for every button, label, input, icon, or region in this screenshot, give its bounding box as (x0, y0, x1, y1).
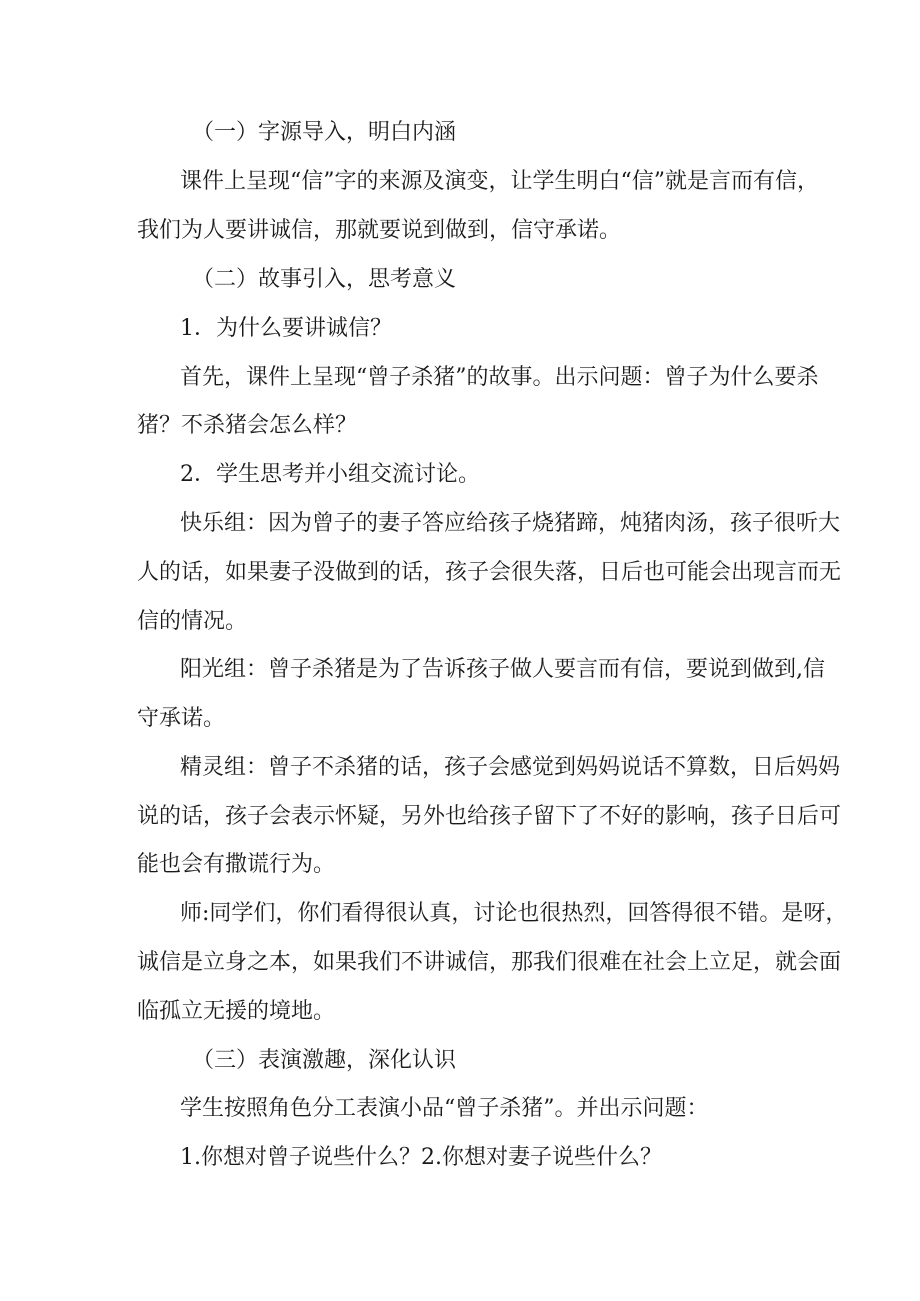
paragraph-line: 我们为人要讲诚信，那就要说到做到，信守承诺。 (137, 218, 622, 243)
paragraph-line: 说的话，孩子会表示怀疑，另外也给孩子留下了不好的影响，孩子日后可 (137, 804, 842, 829)
paragraph-line: 临孤立无援的境地。 (137, 999, 336, 1024)
section-heading-3: （三）表演激趣，深化认识 (192, 1048, 457, 1073)
paragraph-line: 能也会有撒谎行为。 (137, 852, 336, 877)
list-item: 2．学生思考并小组交流讨论。 (180, 462, 480, 487)
paragraph-line: 阳光组：曾子杀猪是为了告诉孩子做人要言而有信，要说到做到,信 (180, 657, 825, 682)
paragraph-line: 首先，课件上呈现“曾子杀猪”的故事。出示问题：曾子为什么要杀 (180, 365, 819, 390)
paragraph-line: 学生按照角色分工表演小品“曾子杀猪”。并出示问题： (180, 1096, 709, 1121)
paragraph-line: 快乐组：因为曾子的妻子答应给孩子烧猪蹄，炖猪肉汤，孩子很听大 (180, 511, 841, 536)
paragraph-line: 猪？不杀猪会怎么样？ (137, 413, 358, 438)
paragraph-line: 诚信是立身之本，如果我们不讲诚信，那我们很难在社会上立足，就会面 (137, 950, 842, 975)
section-heading-1: （一）字源导入，明白内涵 (192, 120, 457, 145)
list-item: 1．为什么要讲诚信？ (180, 316, 392, 341)
paragraph-line: 信的情况。 (137, 609, 248, 634)
paragraph-line: 守承诺。 (137, 706, 226, 731)
paragraph-line: 课件上呈现“信”字的来源及演变，让学生明白“信”就是言而有信， (180, 169, 819, 194)
paragraph-line: 1.你想对曾子说些什么？2.你想对妻子说些什么？ (180, 1145, 662, 1170)
paragraph-line: 人的话，如果妻子没做到的话，孩子会很失落，日后也可能会出现言而无 (137, 560, 842, 585)
section-heading-2: （二）故事引入，思考意义 (192, 267, 457, 292)
paragraph-line: 师:同学们，你们看得很认真，讨论也很热烈，回答得很不错。是呀， (180, 901, 848, 926)
paragraph-line: 精灵组：曾子不杀猪的话，孩子会感觉到妈妈说话不算数，日后妈妈 (180, 755, 841, 780)
